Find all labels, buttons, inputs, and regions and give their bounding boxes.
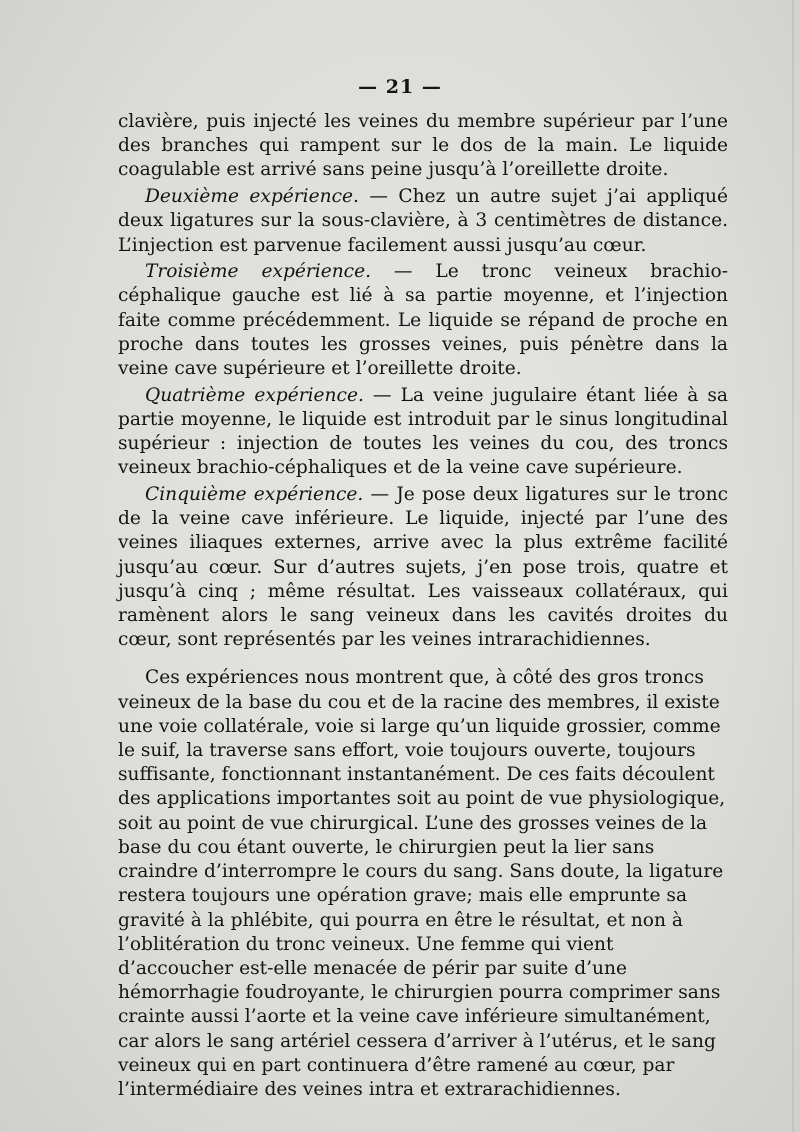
paragraph-experiment-3 [118,260,728,381]
experiment-title: Deuxième expérience. [145,186,359,208]
experiment-title: Troisième expérience. [145,261,371,283]
paragraph-text: — Chez un autre sujet j’ai appliqué deux ligatures sur la sous-clavière, à 3 centimètres de distance. L’injection est parvenue facilement aussi jusqu’au cœur. [118,186,728,256]
body-text [118,110,728,1105]
paragraph-conclusion [118,666,728,1102]
paragraph-experiment-2 [118,185,728,258]
paragraph-text: Ces expériences nous montrent que, à côté des gros troncs veineux de la base du cou et de la racine des membres, il existe une voie collatérale, voie si large qu’un liquide grossier, comme le suif, la traverse sans effort, voie toujours ouverte, toujours suffisante, fonctionnant instantanément. De ces faits découlent des applications importantes soit au point de vue physiologique, soit au point de vue chirurgical. L’une des grosses veines de la base du cou étant ouverte, le chirurgien peut la lier sans craindre d’interrompre le cours du sang. Sans doute, la ligature restera toujours une opération grave; mais elle emprunte sa gravité à la phlébite, qui pourra en être le résultat, et non à l’oblitération du tronc veineux. Une femme qui vient d’accoucher est-elle menacée de périr par suite d’une hémorrhagie foudroyante, le chirurgien pourra comprimer sans crainte aussi l’aorte et la veine cave inférieure simultanément, car alors le sang artériel cessera d’arriver à l’utérus, et le sang veineux qui en part continuera d’être ramené au cœur, par l’intermédiaire des veines intra et extrarachidiennes. [118,667,726,1100]
paragraph-experiment-5 [118,483,728,652]
paragraph-text: clavière, puis injecté les veines du membre supérieur par l’une des branches qui rampent sur le dos de la main. Le liquide coagulable est arrivé sans peine jusqu’à l’oreillette droite. [118,111,728,181]
paragraph-experiment-4 [118,384,728,481]
paragraph-text: — La veine jugulaire étant liée à sa partie moyenne, le liquide est introduit par le sinus longitudinal supérieur : injection de toutes les veines du cou, des troncs veineux brachio-céphaliques et de la veine cave supérieure. [118,384,728,479]
paragraph-continuation [118,110,728,183]
page-edge-shadow [792,0,794,1132]
experiment-title: Cinquième expérience. [145,484,364,506]
paragraph-text: — Je pose deux ligatures sur le tronc de la veine cave inférieure. Le liquide, injecté par l’une des veines iliaques externes, arrive avec la plus extrême facilité jusqu’au cœur. Sur d’autres sujets, j’en pose trois, quatre et jusqu’à cinq ; même résultat. Les vaisseaux collatéraux, qui ramènent alors le sang veineux dans les cavités droites du cœur, sont représentés par les veines intrarachidiennes. [118,484,728,651]
paragraph-text: — Le tronc veineux brachio-céphalique gauche est lié à sa partie moyenne, et l’injection faite comme précédemment. Le liquide se répand de proche en proche dans toutes les grosses veines, puis pénètre dans la veine cave supérieure et l’oreillette droite. [118,261,728,380]
experiment-title: Quatrième expérience. [145,384,364,406]
page-number: — 21 — [358,76,442,98]
